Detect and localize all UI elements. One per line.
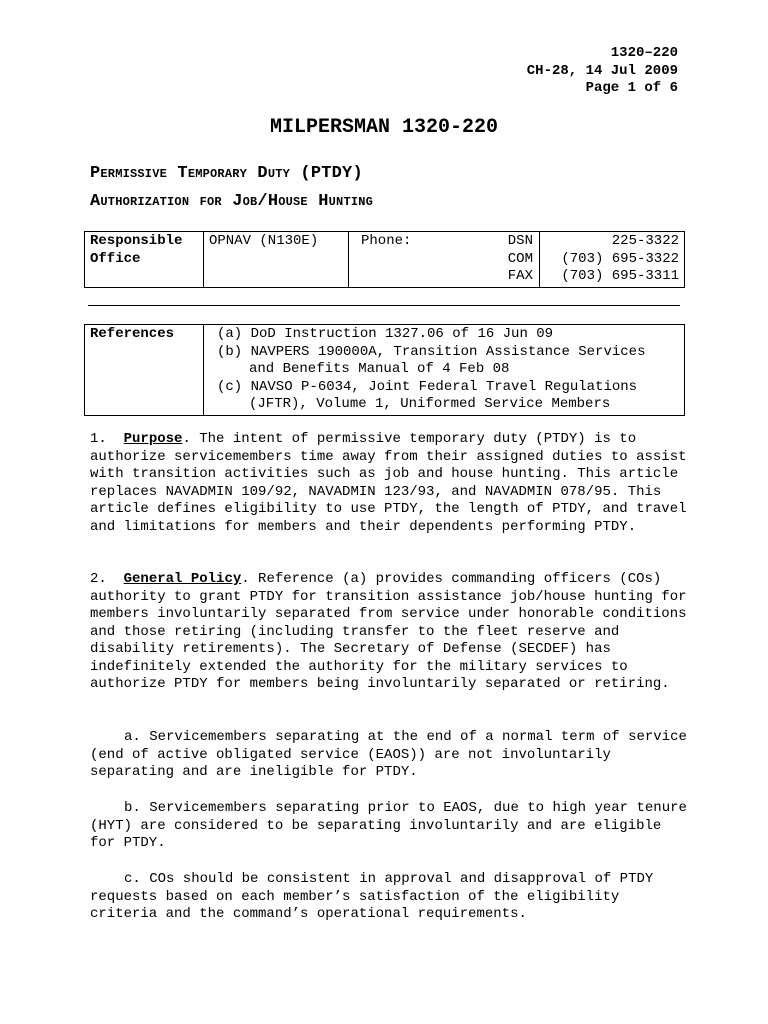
office-code: OPNAV (N130E)	[204, 232, 349, 288]
reference-item: (a) DoD Instruction 1327.06 of 16 Jun 09	[217, 326, 554, 342]
references-label: References	[85, 325, 204, 416]
phone-numbers	[540, 232, 685, 288]
phone-type-com: COM	[507, 250, 533, 267]
section-number: 2.	[90, 571, 107, 587]
document-title: MILPERSMAN 1320-220	[269, 116, 499, 139]
references-content	[204, 325, 685, 416]
phone-label: Phone:	[361, 233, 412, 249]
responsible-office-label: Responsible Office	[85, 232, 204, 288]
section-number: 1.	[90, 431, 107, 447]
references-list	[209, 326, 679, 414]
section-body: . The intent of permissive temporary duty (PTDY) is to authorize servicemembers time away from their assigned duties to assist with transition activities such as job and house hunting. This article replaces NAVADMIN 109/92, NAVADMIN 123/93, and NAVADMIN 078/95. This article defines eligibility to use PTDY, the length of PTDY, and travel and limitations for members and their dependents performing PTDY.	[90, 431, 695, 535]
phone-number-fax: (703) 695-3311	[561, 268, 679, 284]
section-body: . Reference (a) provides commanding officers (COs) authority to grant PTDY for transition assistance job/house hunting for members involuntarily separated from service under honorable conditions and those retiring (including transfer to the fleet reserve and disability retirements). The Secretary of Defense (SECDEF) has indefinitely extended the authority for the military services to authorize PTDY for members being involuntarily separated or retiring.	[90, 571, 695, 692]
reference-item: (b) NAVPERS 190000A, Transition Assistance Services and Benefits Manual of 4 Feb 08	[217, 343, 646, 377]
phone-type-dsn: DSN	[507, 233, 533, 249]
section-general-policy	[90, 571, 695, 694]
phone-cell	[349, 232, 540, 288]
document-header	[527, 45, 678, 98]
subparagraph-a: a. Servicemembers separating at the end of a normal term of service (end of active obligated service (EAOS)) are not involuntarily separating and are ineligible for PTDY.	[90, 729, 696, 780]
phone-type-fax: FAX	[507, 268, 533, 284]
section-purpose	[90, 431, 695, 536]
page-indicator: Page 1 of 6	[585, 80, 678, 96]
section-heading: General Policy	[123, 571, 242, 587]
references-table	[84, 324, 685, 416]
phone-number-com: (703) 695-3322	[561, 250, 679, 267]
section-divider	[88, 305, 680, 306]
phone-types	[508, 233, 533, 286]
change-date: CH-28, 14 Jul 2009	[526, 62, 678, 79]
section-heading: Purpose	[123, 431, 183, 447]
subtitle-line-1: Permissive Temporary Duty (PTDY)	[90, 164, 363, 183]
responsible-office-table	[84, 231, 685, 288]
reference-item: (c) NAVSO P-6034, Joint Federal Travel Regulations (JFTR), Volume 1, Uniformed Service Members	[217, 378, 638, 412]
subparagraph-c: c. COs should be consistent in approval and disapproval of PTDY requests based on each member’s satisfaction of the eligibility criteria and the command’s operational requirements.	[90, 871, 662, 922]
phone-number-dsn: 225-3322	[611, 233, 679, 249]
document-subtitle	[90, 160, 373, 216]
document-number: 1320–220	[610, 45, 678, 61]
subparagraph-b: b. Servicemembers separating prior to EAOS, due to high year tenure (HYT) are considered to be separating involuntarily and are eligible for PTDY.	[90, 800, 696, 851]
subtitle-line-2: Authorization for Job/House Hunting	[90, 192, 374, 211]
